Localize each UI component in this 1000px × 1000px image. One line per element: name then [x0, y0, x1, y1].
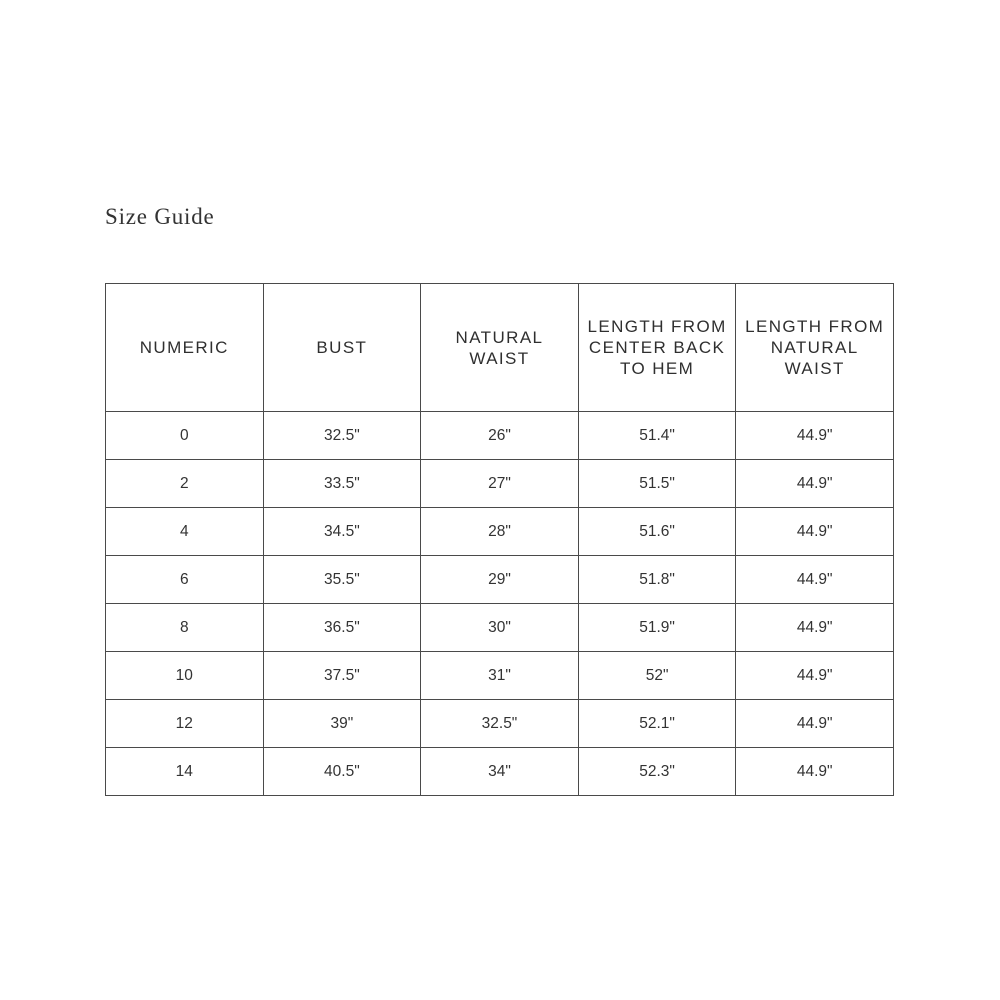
- size-guide-table: [105, 283, 894, 796]
- header-length-natural-waist: LENGTH FROM NATURAL WAIST: [736, 284, 894, 412]
- table-row: [106, 604, 894, 652]
- cell-natural-waist: 34": [421, 748, 579, 796]
- header-numeric: NUMERIC: [106, 284, 264, 412]
- cell-numeric: 2: [106, 460, 264, 508]
- table-body: [106, 412, 894, 796]
- cell-numeric: 10: [106, 652, 264, 700]
- cell-natural-waist: 30": [421, 604, 579, 652]
- cell-natural-waist: 29": [421, 556, 579, 604]
- cell-length-center-back: 51.6": [578, 508, 736, 556]
- cell-length-natural-waist: 44.9": [736, 412, 894, 460]
- cell-numeric: 6: [106, 556, 264, 604]
- cell-numeric: 8: [106, 604, 264, 652]
- table-row: [106, 748, 894, 796]
- cell-numeric: 0: [106, 412, 264, 460]
- table-row: [106, 460, 894, 508]
- cell-bust: 37.5": [263, 652, 421, 700]
- page-title: Size Guide: [105, 204, 215, 229]
- cell-bust: 35.5": [263, 556, 421, 604]
- table-row: [106, 556, 894, 604]
- header-row: [106, 284, 894, 412]
- cell-length-center-back: 51.4": [578, 412, 736, 460]
- cell-natural-waist: 28": [421, 508, 579, 556]
- cell-bust: 34.5": [263, 508, 421, 556]
- table-row: [106, 508, 894, 556]
- header-bust: BUST: [263, 284, 421, 412]
- cell-length-natural-waist: 44.9": [736, 652, 894, 700]
- cell-length-center-back: 51.8": [578, 556, 736, 604]
- cell-bust: 40.5": [263, 748, 421, 796]
- cell-natural-waist: 26": [421, 412, 579, 460]
- cell-bust: 39": [263, 700, 421, 748]
- cell-natural-waist: 32.5": [421, 700, 579, 748]
- cell-bust: 33.5": [263, 460, 421, 508]
- table-row: [106, 700, 894, 748]
- cell-length-center-back: 51.5": [578, 460, 736, 508]
- cell-length-center-back: 52": [578, 652, 736, 700]
- cell-length-center-back: 52.1": [578, 700, 736, 748]
- header-length-center-back: LENGTH FROM CENTER BACK TO HEM: [578, 284, 736, 412]
- cell-length-natural-waist: 44.9": [736, 508, 894, 556]
- cell-length-natural-waist: 44.9": [736, 556, 894, 604]
- cell-length-center-back: 51.9": [578, 604, 736, 652]
- cell-length-natural-waist: 44.9": [736, 460, 894, 508]
- cell-numeric: 4: [106, 508, 264, 556]
- cell-bust: 32.5": [263, 412, 421, 460]
- cell-length-natural-waist: 44.9": [736, 700, 894, 748]
- table-row: [106, 412, 894, 460]
- header-natural-waist: NATURAL WAIST: [421, 284, 579, 412]
- table-header: [106, 284, 894, 412]
- cell-length-natural-waist: 44.9": [736, 604, 894, 652]
- cell-length-center-back: 52.3": [578, 748, 736, 796]
- table-row: [106, 652, 894, 700]
- cell-length-natural-waist: 44.9": [736, 748, 894, 796]
- cell-numeric: 14: [106, 748, 264, 796]
- cell-bust: 36.5": [263, 604, 421, 652]
- cell-numeric: 12: [106, 700, 264, 748]
- cell-natural-waist: 31": [421, 652, 579, 700]
- cell-natural-waist: 27": [421, 460, 579, 508]
